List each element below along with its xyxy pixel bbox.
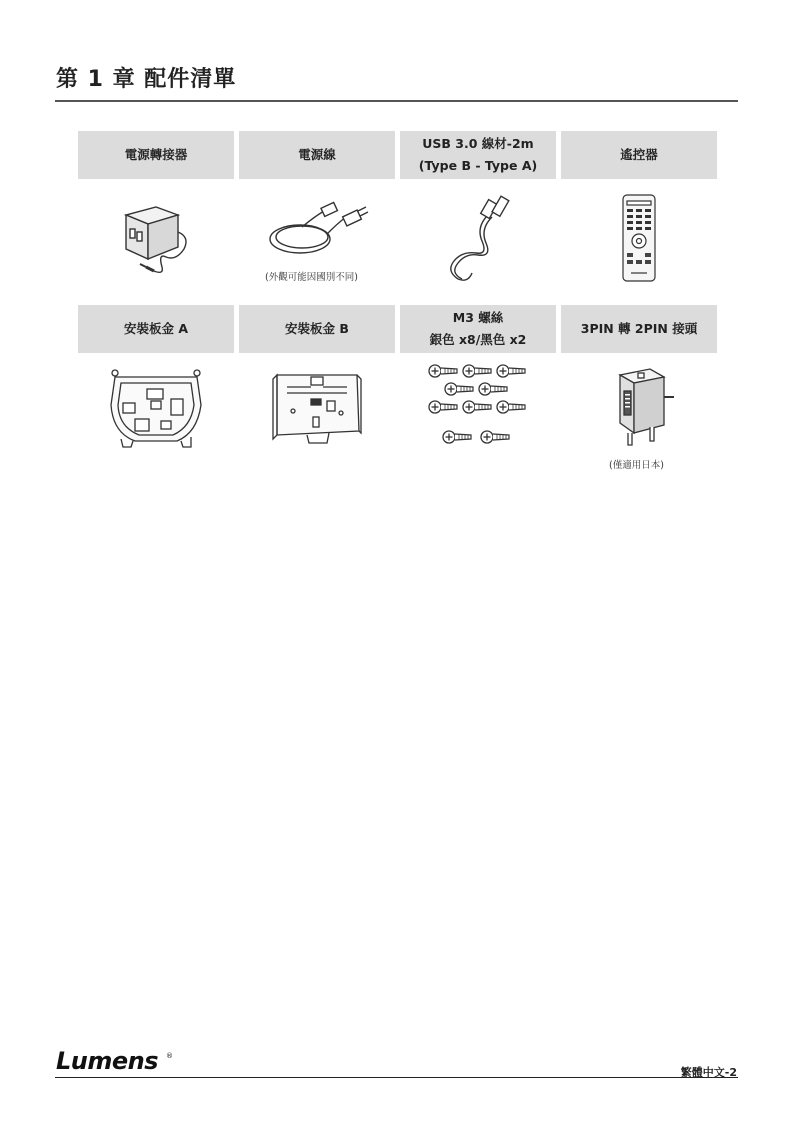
screws-icon — [423, 361, 533, 457]
remote-control-icon — [609, 187, 669, 287]
item-caption: (僅適用日本) — [609, 460, 664, 471]
accessory-table — [78, 131, 716, 479]
header-label: 遙控器 — [620, 147, 658, 162]
image-mounting-plate-b — [239, 353, 395, 479]
header-plug-adapter — [561, 305, 717, 353]
footer-divider — [55, 1077, 738, 1078]
header-mounting-plate-a — [78, 305, 234, 353]
header-mounting-plate-b — [239, 305, 395, 353]
header-sublabel: (Type B - Type A) — [418, 158, 538, 173]
header-power-cord — [239, 131, 395, 179]
plug-adapter-icon — [594, 361, 684, 451]
header-usb-cable — [400, 131, 556, 179]
header-label: USB 3.0 線材-2m — [422, 136, 534, 151]
header-label: M3 螺絲 — [452, 310, 504, 325]
header-label: 電源轉接器 — [124, 147, 188, 162]
usb-cable-icon — [428, 187, 528, 287]
header-power-adapter — [78, 131, 234, 179]
mounting-plate-a-icon — [101, 361, 211, 451]
title-divider — [55, 100, 738, 102]
header-sublabel: 銀色 x8/黑色 x2 — [429, 332, 527, 347]
lumens-logo: Lumens — [56, 1047, 159, 1075]
page-number: 繁體中文-2 — [680, 1066, 737, 1079]
image-plug-adapter — [561, 353, 717, 479]
page-title: 第 1 章 配件清單 — [56, 67, 237, 92]
header-label: 3PIN 轉 2PIN 接頭 — [580, 321, 698, 336]
header-m3-screws — [400, 305, 556, 353]
image-usb-cable — [400, 179, 556, 305]
power-adapter-icon — [106, 187, 206, 287]
registered-mark: ® — [166, 1052, 173, 1060]
header-remote-control — [561, 131, 717, 179]
item-caption: (外觀可能因國別不同) — [265, 272, 358, 283]
header-label: 電源線 — [298, 147, 336, 162]
power-cord-icon — [262, 187, 372, 267]
header-label: 安裝板金 B — [285, 321, 349, 336]
image-m3-screws — [400, 353, 556, 479]
image-power-adapter — [78, 179, 234, 305]
image-mounting-plate-a — [78, 353, 234, 479]
image-power-cord — [239, 179, 395, 305]
header-label: 安裝板金 A — [123, 321, 189, 336]
mounting-plate-b-icon — [267, 361, 367, 451]
image-remote-control — [561, 179, 717, 305]
